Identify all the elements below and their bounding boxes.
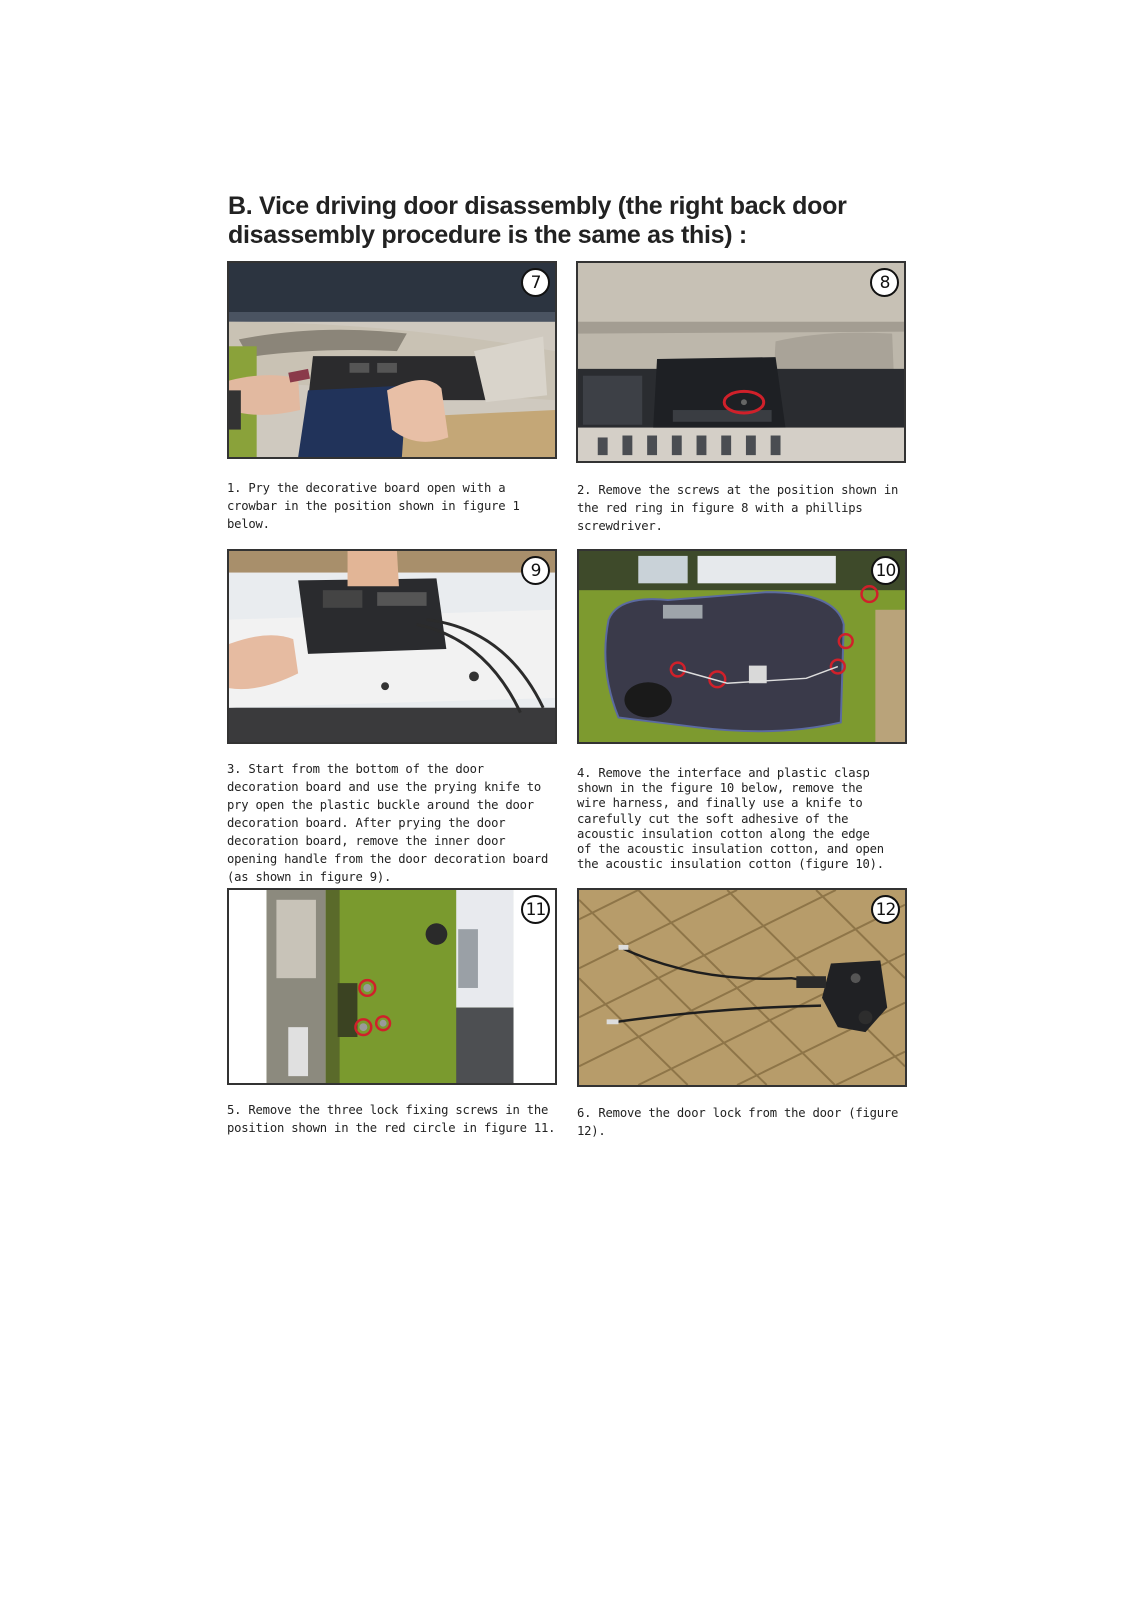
figure-7-photo [227,261,557,459]
figure-8-photo [576,261,906,463]
door-lock-removed-illustration [579,890,905,1085]
figure-10-photo [577,549,907,744]
door-pocket-screw-illustration [578,263,904,461]
page-title: B. Vice driving door disassembly (the right back door disassembly procedure is the same as this) : [228,192,847,249]
figure-9-number-badge: 9 [521,556,550,585]
caption-step-2: 2. Remove the screws at the position shown in the red ring in figure 8 with a phillips screwdriver. [577,483,899,533]
figure-10-number-badge: 10 [871,556,900,585]
figure-12-photo [577,888,907,1087]
caption-step-3: 3. Start from the bottom of the door decoration board and use the prying knife to pry open the plastic buckle around the door decoration board. After prying the door decoration board, remove the inner door opening handle from the door decoration board (as shown in figure 9). [227,762,549,884]
door-trim-pry-illustration [229,263,555,457]
figure-12-number-badge: 12 [871,895,900,924]
acoustic-cotton-illustration [579,551,905,742]
figure-11-photo [227,888,557,1085]
figure-8-number-badge: 8 [870,268,899,297]
lock-screws-illustration [229,890,555,1083]
caption-step-6: 6. Remove the door lock from the door (figure 12). [577,1106,899,1138]
caption-step-1: 1. Pry the decorative board open with a crowbar in the position shown in figure 1 below. [227,481,520,531]
inner-handle-removal-illustration [229,551,555,742]
figure-9-photo [227,549,557,744]
caption-step-4: 4. Remove the interface and plastic clasp shown in the figure 10 below, remove the wire harness, and finally use a knife to carefully cut the soft adhesive of the acoustic insulation cotton along the edge of the acoustic insulation cotton, and open the acoustic insulation cotton (figure 10). [577,766,884,872]
figure-11-number-badge: 11 [521,895,550,924]
caption-step-5: 5. Remove the three lock fixing screws in the position shown in the red circle in figure 11. [227,1103,556,1135]
figure-7-number-badge: 7 [521,268,550,297]
